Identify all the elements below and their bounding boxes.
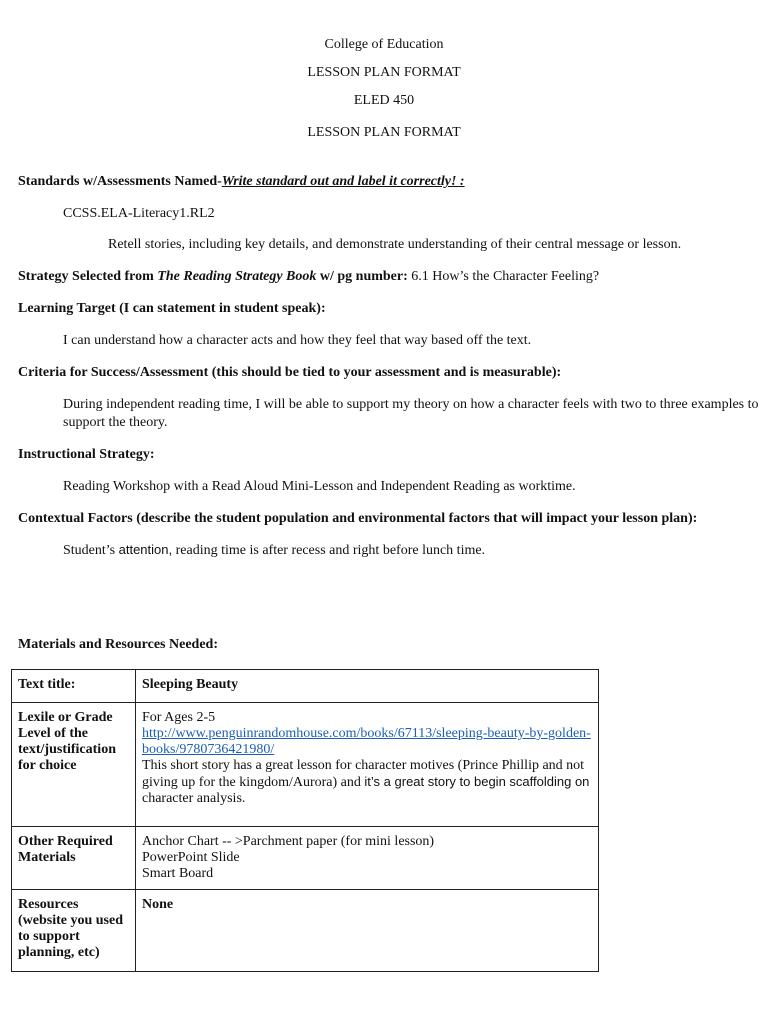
text-title-value: Sleeping Beauty (136, 670, 599, 703)
criteria-text-line-1: During independent reading time, I will be able to support my theory on how a character feels with two to three examples to (63, 397, 759, 412)
justification-line-2-prefix: giving up for the kingdom/Aurora) and (142, 775, 365, 790)
lesson-plan-title: LESSON PLAN FORMAT (307, 65, 461, 80)
resources-label: Resources (website you used to support planning, etc) (12, 890, 136, 972)
learning-target-text: I can understand how a character acts and how they feel that way based off the text. (63, 333, 532, 348)
table-row (12, 703, 599, 827)
standards-instruction: Write standard out and label it correctly! : (221, 174, 465, 189)
book-link-line-1[interactable]: http://www.penguinrandomhouse.com/books/67113/sleeping-beauty-by-golden- (142, 726, 591, 741)
strategy-label-suffix: w/ pg number: (316, 269, 408, 284)
materials-table (11, 669, 599, 972)
instructional-strategy-heading: Instructional Strategy: (18, 447, 155, 462)
criteria-heading: Criteria for Success/Assessment (this should be tied to your assessment and is measurable): (18, 365, 562, 380)
strategy-label-prefix: Strategy Selected from (18, 269, 158, 284)
lexile-value (136, 703, 599, 827)
resources-value: None (136, 890, 599, 972)
book-link-line-2[interactable]: books/9780736421980/ (142, 742, 275, 757)
standards-heading (18, 173, 465, 191)
justification-line-1: This short story has a great lesson for character motives (Prince Phillip and not (142, 758, 585, 773)
strategy-value: 6.1 How’s the Character Feeling? (411, 269, 600, 284)
text-title-label: Text title: (12, 670, 136, 703)
strategy-book-title: The Reading Strategy Book (157, 269, 317, 284)
standard-code: CCSS.ELA-Literacy1.RL2 (63, 206, 215, 221)
justification-line-3: character analysis. (142, 791, 246, 806)
other-materials-value (136, 827, 599, 890)
material-item: Smart Board (142, 866, 214, 881)
table-row (12, 670, 599, 703)
justification-line-2-sans: it’s a great story to begin scaffolding on (364, 774, 590, 789)
ages-text: For Ages 2-5 (142, 710, 216, 725)
material-item: PowerPoint Slide (142, 850, 240, 865)
lexile-label: Lexile or Grade Level of the text/justification for choice (12, 703, 136, 827)
strategy-line (18, 268, 599, 286)
materials-heading: Materials and Resources Needed: (18, 637, 218, 652)
standards-label: Standards w/Assessments Named- (18, 174, 222, 189)
college-name: College of Education (324, 37, 444, 52)
table-row (12, 827, 599, 890)
other-materials-label: Other Required Materials (12, 827, 136, 890)
lesson-plan-title-2: LESSON PLAN FORMAT (307, 125, 461, 140)
table-row (12, 890, 599, 972)
material-item: Anchor Chart -- >Parchment paper (for mini lesson) (142, 834, 435, 849)
contextual-factors-heading: Contextual Factors (describe the student population and environmental factors that will impact your lesson plan): (18, 511, 698, 526)
standard-text: Retell stories, including key details, and demonstrate understanding of their central message or lesson. (108, 237, 682, 252)
contextual-factors-text (63, 541, 485, 560)
contextual-text-suffix: reading time is after recess and right before lunch time. (172, 543, 486, 558)
instructional-strategy-text: Reading Workshop with a Read Aloud Mini-Lesson and Independent Reading as worktime. (63, 479, 576, 494)
contextual-text-sans: attention, (118, 542, 173, 557)
course-code: ELED 450 (353, 93, 415, 108)
contextual-text-prefix: Student’s (63, 543, 119, 558)
justification-line-2 (142, 774, 592, 791)
criteria-text-line-2: support the theory. (63, 415, 168, 430)
learning-target-heading: Learning Target (I can statement in student speak): (18, 301, 326, 316)
